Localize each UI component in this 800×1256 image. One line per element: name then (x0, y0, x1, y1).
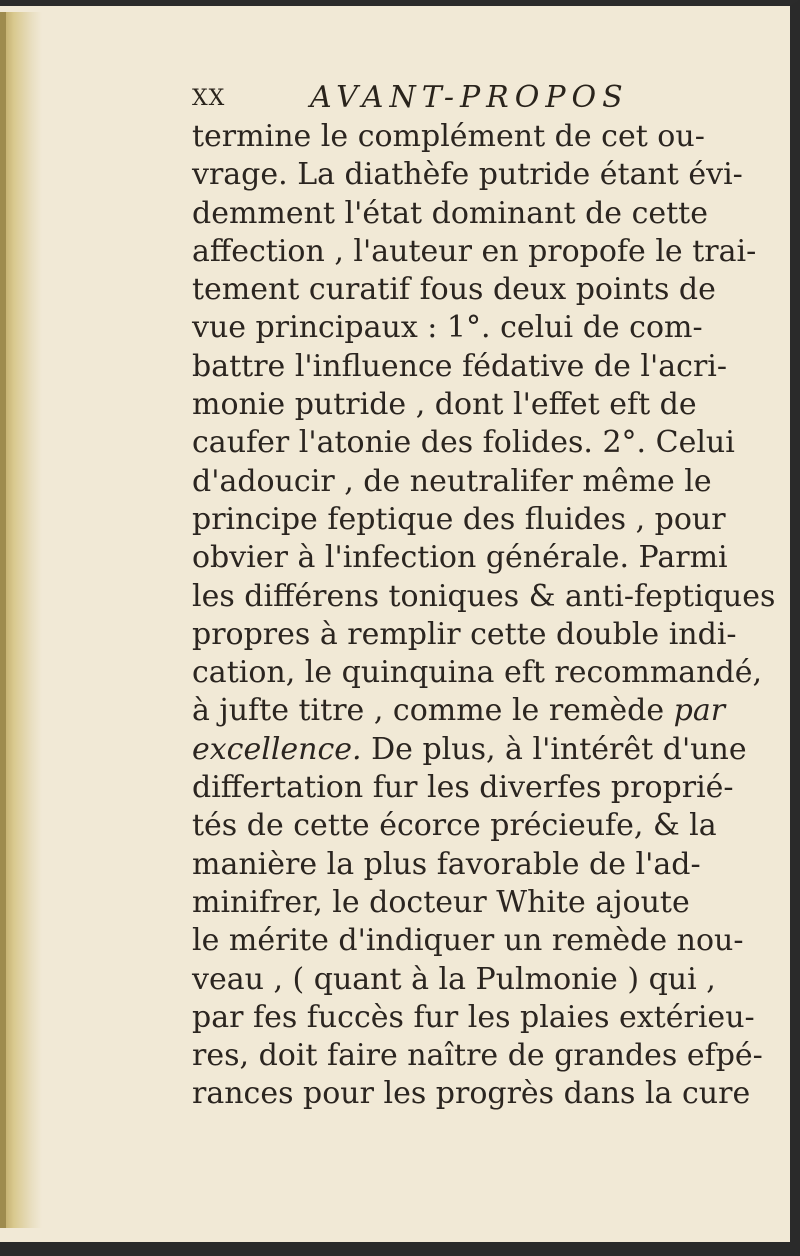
page-gutter (0, 12, 42, 1228)
italic-text: par (673, 693, 726, 729)
text-line: obvier à l'infection générale. Parmi (192, 540, 728, 576)
text-line: battre l'influence fédative de l'acri- (192, 348, 728, 384)
running-title: AVANT-PROPOS (310, 80, 629, 115)
text-line: à jufte titre , comme le remède par (192, 693, 726, 729)
body-text (192, 118, 776, 1114)
gutter-shadow (0, 12, 6, 1228)
text-line: d'adoucir , de neutralifer même le (192, 463, 712, 499)
text-line: excellence. De plus, à l'intérêt d'une (192, 731, 747, 767)
text-line: le mérite d'indiquer un remède nou- (192, 923, 744, 959)
text-line: cation, le quinquina eft recommandé, (192, 655, 762, 691)
text-line: affection , l'auteur en propofe le trai- (192, 233, 757, 269)
text-line: rances pour les progrès dans la cure (192, 1076, 751, 1112)
text-line: vue principaux : 1°. celui de com- (192, 310, 703, 346)
text-line: minifrer, le docteur White ajoute (192, 884, 690, 920)
text-line: propres à remplir cette double indi- (192, 616, 737, 652)
text-line: tés de cette écorce précieufe, & la (192, 808, 717, 844)
text-line: par fes fuccès fur les plaies extérieu- (192, 999, 755, 1035)
text-line: res, doit faire naître de grandes efpé- (192, 1038, 763, 1074)
text-line: demment l'état dominant de cette (192, 195, 708, 231)
text-line: tement curatif fous deux points de (192, 272, 716, 308)
text-line: caufer l'atonie des folides. 2°. Celui (192, 425, 735, 461)
page-number: XX (192, 86, 226, 111)
italic-text: excellence. (192, 731, 362, 767)
text-line: vrage. La diathèfe putride étant évi- (192, 157, 743, 193)
text-line: veau , ( quant à la Pulmonie ) qui , (192, 961, 716, 997)
text-line: les différens toniques & anti-feptiques (192, 578, 776, 614)
text-line: monie putride , dont l'effet eft de (192, 387, 697, 423)
text-line: termine le complément de cet ou- (192, 119, 705, 154)
text-line: differtation fur les diverfes proprié- (192, 770, 734, 806)
text-line: principe feptique des fluides , pour (192, 501, 726, 537)
text-line: manière la plus favorable de l'ad- (192, 846, 701, 882)
